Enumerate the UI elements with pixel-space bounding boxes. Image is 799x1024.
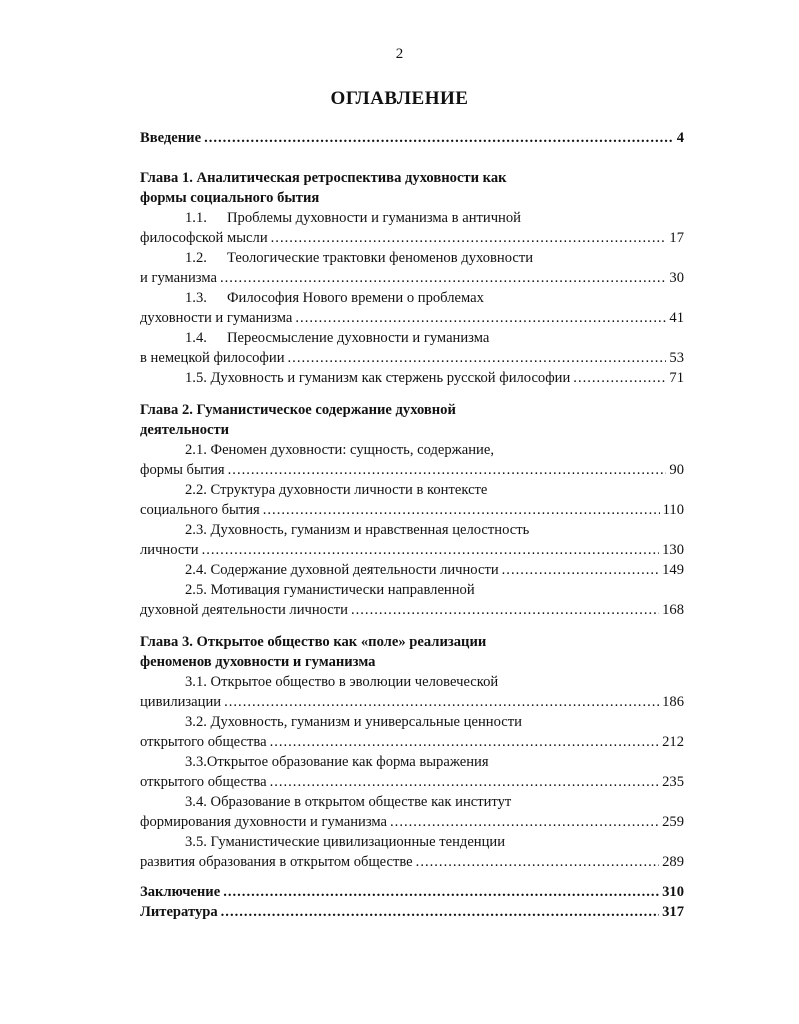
item-title-cont: открытого общества [140,774,267,790]
item-title-cont: формы бытия [140,462,225,478]
item-page: 168 [662,602,684,618]
item-number: 1.1. [185,210,207,226]
item-page: 71 [669,370,684,386]
toc-chapter-3 [140,632,684,872]
intro-page: 4 [676,130,684,146]
toc-item-2-5: 2.5. Мотивация гуманистически направленной [185,582,475,598]
toc-item-3-5: 3.5. Гуманистические цивилизационные тенденции [185,834,506,850]
toc-end-matter [140,882,684,922]
item-title-cont: цивилизации [140,694,222,710]
toc-item-3-4: 3.4. Образование в открытом обществе как институт [185,794,512,810]
item-page: 53 [669,350,684,366]
item-title: Духовность и гуманизм как стержень русской философии [210,370,571,386]
toc-item-3-3: 3.3.Открытое образование как форма выражения [185,754,489,770]
dot-leader [204,128,674,148]
item-page: 17 [669,230,684,246]
literature-label: Литература [140,904,218,920]
item-page: 289 [662,854,684,870]
item-title-cont: личности [140,542,199,558]
dot-leader [263,500,660,520]
item-title: Переосмысление духовности и гуманизма [227,330,490,346]
chapter-3-heading: Глава 3. Открытое общество как «поле» реализации [140,634,487,650]
dot-leader [223,882,659,902]
toc-chapter-2 [140,400,684,620]
item-title-cont: развития образования в открытом обществе [140,854,413,870]
item-page: 235 [662,774,684,790]
toc-item-3-2: 3.2. Духовность, гуманизм и универсальные ценности [185,714,522,730]
dot-leader [502,560,659,580]
item-page: 30 [669,270,684,286]
toc-item-2-1: 2.1. Феномен духовности: сущность, содержание, [185,442,494,458]
item-title-cont: открытого общества [140,734,267,750]
item-page: 41 [669,310,684,326]
conclusion-label: Заключение [140,884,221,900]
dot-leader [288,348,667,368]
item-page: 130 [662,542,684,558]
toc-conclusion [140,882,684,902]
chapter-2-heading-cont: деятельности [140,422,230,438]
dot-leader [221,902,659,922]
page-number: 2 [395,46,404,62]
item-title: Философия Нового времени о проблемах [227,290,484,306]
item-title-cont: духовной деятельности личности [140,602,348,618]
item-number: 1.5. [185,370,207,386]
item-title-cont: и гуманизма [140,270,217,286]
dot-leader [220,268,666,288]
item-title-cont: формирования духовности и гуманизма [140,814,388,830]
item-title: Проблемы духовности и гуманизма в античной [227,210,521,226]
dot-leader [202,540,660,560]
conclusion-page: 310 [662,884,684,900]
toc-item-1-5 [140,368,684,388]
toc-literature [140,902,684,922]
dot-leader [573,368,666,388]
item-title-cont: духовности и гуманизма [140,310,293,326]
intro-label: Введение [140,130,202,146]
item-page: 186 [662,694,684,710]
toc-chapter-1 [140,168,684,388]
dot-leader [270,732,660,752]
item-title: Теологические трактовки феноменов духовности [227,250,534,266]
dot-leader [416,852,659,872]
toc-item-3-1: 3.1. Открытое общество в эволюции человеческой [185,674,499,690]
chapter-1-heading-cont: формы социального бытия [140,190,320,206]
item-number: 1.2. [185,250,207,266]
item-number: 1.3. [185,290,207,306]
toc-item-1-2 [140,248,684,268]
item-page: 149 [662,562,684,578]
dot-leader [390,812,659,832]
item-number: 1.4. [185,330,207,346]
item-page: 110 [662,502,684,518]
item-page: 212 [662,734,684,750]
item-title-cont: философской мысли [140,230,268,246]
toc-item-1-3 [140,288,684,308]
toc-intro [140,128,684,148]
item-title-cont: в немецкой философии [140,350,285,366]
item-page: 259 [662,814,684,830]
toc-item-1-4 [140,328,684,348]
chapter-2-heading: Глава 2. Гуманистическое содержание духовной [140,402,456,418]
toc-item-2-2: 2.2. Структура духовности личности в контексте [185,482,488,498]
literature-page: 317 [662,904,684,920]
dot-leader [295,308,666,328]
dot-leader [271,228,667,248]
item-title-cont: социального бытия [140,502,260,518]
dot-leader [224,692,659,712]
item-title: 2.4. Содержание духовной деятельности личности [185,562,499,578]
chapter-3-heading-cont: феноменов духовности и гуманизма [140,654,376,670]
item-page: 90 [669,462,684,478]
dot-leader [351,600,659,620]
page-title: ОГЛАВЛЕНИЕ [330,88,469,109]
chapter-1-heading: Глава 1. Аналитическая ретроспектива духовности как [140,170,507,186]
dot-leader [270,772,660,792]
dot-leader [228,460,667,480]
toc-item-2-4 [140,560,684,580]
toc-item-2-3: 2.3. Духовность, гуманизм и нравственная целостность [185,522,530,538]
toc-item-1-1 [140,208,684,228]
